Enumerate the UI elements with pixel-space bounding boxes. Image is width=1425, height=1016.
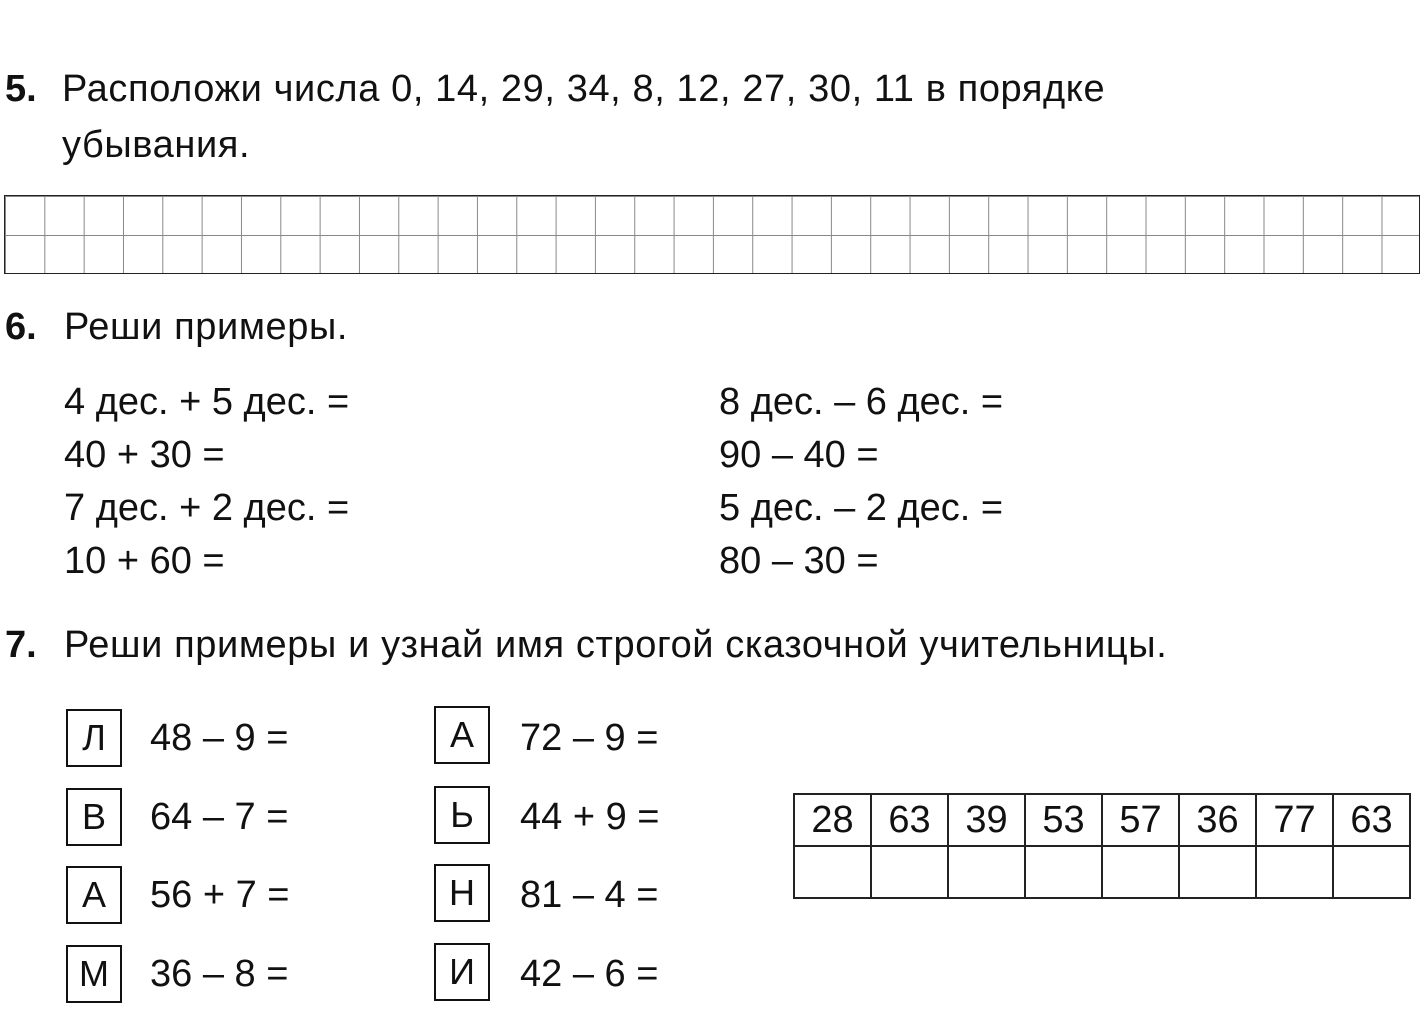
task6-example-left-4: 10 + 60 =: [64, 540, 225, 582]
code-number-cell: 53: [1025, 794, 1102, 846]
task7-example: 44 + 9 =: [520, 796, 660, 838]
task7-title: Реши примеры и узнай имя строгой сказочной учительницы.: [64, 624, 1168, 666]
task6-number: 6.: [5, 306, 37, 348]
task7-example: 48 – 9 =: [150, 717, 289, 759]
code-number-cell: 77: [1256, 794, 1333, 846]
task6-example-left-1: 4 дес. + 5 дес. =: [64, 381, 350, 423]
code-numbers-row: [794, 794, 1410, 846]
task6-example-right-4: 80 – 30 =: [719, 540, 879, 582]
code-number-cell: 57: [1102, 794, 1179, 846]
letter-box: А: [66, 866, 122, 924]
letter-box: В: [66, 788, 122, 846]
code-answer-cell[interactable]: [1102, 846, 1179, 898]
task6-example-right-3: 5 дес. – 2 дес. =: [719, 487, 1004, 529]
task7-example: 56 + 7 =: [150, 874, 290, 916]
code-answer-cell[interactable]: [1256, 846, 1333, 898]
letter-box: А: [434, 706, 490, 764]
code-answer-cell[interactable]: [1333, 846, 1410, 898]
task6-example-right-1: 8 дес. – 6 дес. =: [719, 381, 1004, 423]
code-answer-cell[interactable]: [794, 846, 871, 898]
letter-box: Ь: [434, 786, 490, 844]
task7-example: 42 – 6 =: [520, 953, 659, 995]
code-answer-cell[interactable]: [871, 846, 948, 898]
task5-number: 5.: [5, 68, 37, 110]
task7-example: 36 – 8 =: [150, 953, 289, 995]
code-answer-cell[interactable]: [1179, 846, 1256, 898]
task6-example-left-3: 7 дес. + 2 дес. =: [64, 487, 350, 529]
task6-title: Реши примеры.: [64, 306, 349, 348]
task6-example-left-2: 40 + 30 =: [64, 434, 225, 476]
code-number-cell: 63: [871, 794, 948, 846]
code-table: [793, 793, 1411, 899]
letter-box: Л: [66, 709, 122, 767]
code-answer-row: [794, 846, 1410, 898]
task7-number: 7.: [5, 624, 37, 666]
letter-box: И: [434, 943, 490, 1001]
code-number-cell: 36: [1179, 794, 1256, 846]
letter-box: Н: [434, 864, 490, 922]
task7-example: 64 – 7 =: [150, 796, 289, 838]
task6-example-right-2: 90 – 40 =: [719, 434, 879, 476]
task5-text-line2: убывания.: [62, 124, 251, 166]
code-answer-cell[interactable]: [948, 846, 1025, 898]
code-number-cell: 28: [794, 794, 871, 846]
code-answer-cell[interactable]: [1025, 846, 1102, 898]
task5-text-line1: Расположи числа 0, 14, 29, 34, 8, 12, 27, 30, 11 в порядке: [62, 68, 1106, 110]
letter-box: М: [66, 945, 122, 1003]
answer-grid[interactable]: [4, 195, 1420, 274]
code-number-cell: 39: [948, 794, 1025, 846]
task7-example: 81 – 4 =: [520, 874, 659, 916]
code-number-cell: 63: [1333, 794, 1410, 846]
task7-example: 72 – 9 =: [520, 717, 659, 759]
